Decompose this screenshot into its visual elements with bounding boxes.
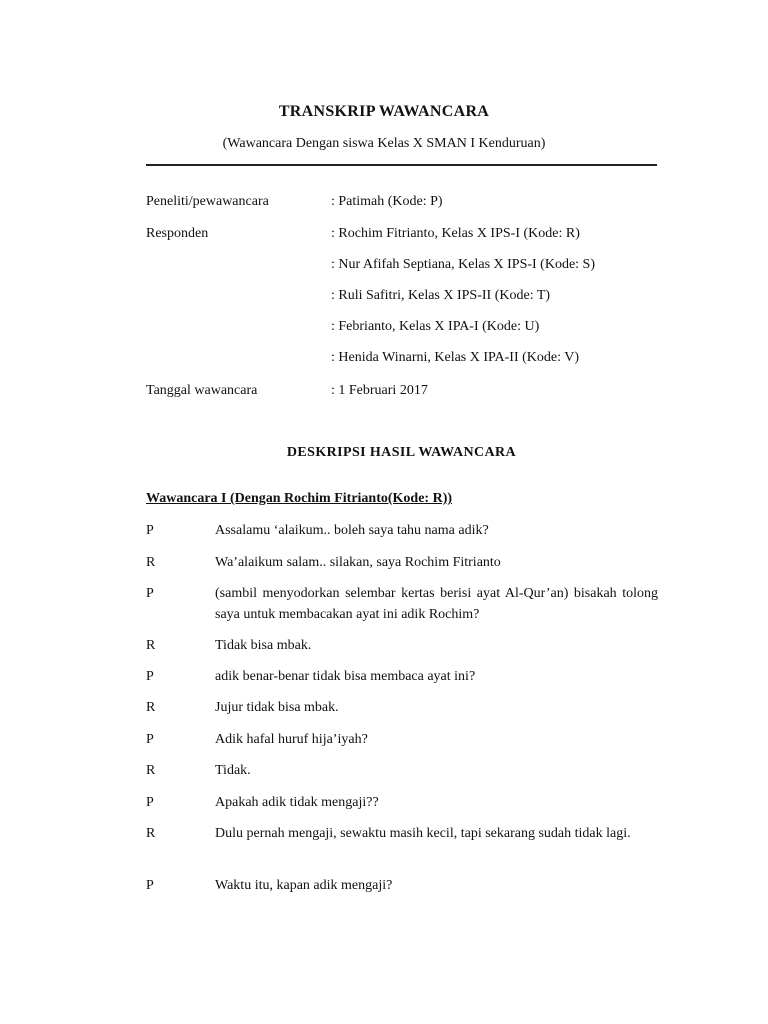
section-title: DESKRIPSI HASIL WAWANCARA xyxy=(286,445,517,460)
respondent-value: : Febrianto, Kelas X IPA-I (Kode: U) xyxy=(331,319,540,334)
date-label: Tanggal wawancara xyxy=(146,383,258,398)
date-value: : 1 Februari 2017 xyxy=(331,383,428,398)
speaker-code: R xyxy=(146,763,156,778)
speaker-code: P xyxy=(146,523,154,538)
utterance-text: (sambil menyodorkan selembar kertas berisi ayat Al-Qur’an) bisakah tolong saya untuk membacakan ayat ini adik Rochim? xyxy=(215,586,658,622)
speaker-code: P xyxy=(146,586,154,601)
utterance-text: adik benar-benar tidak bisa membaca ayat ini? xyxy=(215,669,476,684)
utterance-text: Tidak. xyxy=(215,763,251,778)
utterance-text: Dulu pernah mengaji, sewaktu masih kecil, tapi sekarang sudah tidak lagi. xyxy=(215,826,631,841)
respondent-value: : Ruli Safitri, Kelas X IPS-II (Kode: T) xyxy=(331,288,551,303)
utterance-text: Jujur tidak bisa mbak. xyxy=(215,700,339,715)
header-divider xyxy=(146,164,657,166)
researcher-label: Peneliti/pewawancara xyxy=(146,194,269,209)
utterance-text: Assalamu ‘alaikum.. boleh saya tahu nama adik? xyxy=(215,523,489,538)
respondent-value: : Nur Afifah Septiana, Kelas X IPS-I (Kode: S) xyxy=(331,257,596,272)
interview-heading: Wawancara I (Dengan Rochim Fitrianto(Kode: R)) xyxy=(146,491,453,506)
researcher-value: : Patimah (Kode: P) xyxy=(331,194,443,209)
speaker-code: R xyxy=(146,638,156,653)
speaker-code: R xyxy=(146,555,156,570)
respondent-label: Responden xyxy=(146,226,209,241)
document-title: TRANSKRIP WAWANCARA xyxy=(278,103,490,120)
utterance-text: Wa’alaikum salam.. silakan, saya Rochim Fitrianto xyxy=(215,555,501,570)
utterance-text: Adik hafal huruf hija’iyah? xyxy=(215,732,368,747)
respondent-value: : Rochim Fitrianto, Kelas X IPS-I (Kode: R) xyxy=(331,226,580,241)
speaker-code: P xyxy=(146,732,154,747)
document-subtitle: (Wawancara Dengan siswa Kelas X SMAN I Kenduruan) xyxy=(222,136,546,151)
speaker-code: P xyxy=(146,878,154,893)
utterance-text: Apakah adik tidak mengaji?? xyxy=(215,795,379,810)
speaker-code: P xyxy=(146,795,154,810)
utterance-text: Tidak bisa mbak. xyxy=(215,638,312,653)
speaker-code: P xyxy=(146,669,154,684)
utterance-text: Waktu itu, kapan adik mengaji? xyxy=(215,878,393,893)
respondent-value: : Henida Winarni, Kelas X IPA-II (Kode: V) xyxy=(331,350,580,365)
speaker-code: R xyxy=(146,700,156,715)
speaker-code: R xyxy=(146,826,156,841)
